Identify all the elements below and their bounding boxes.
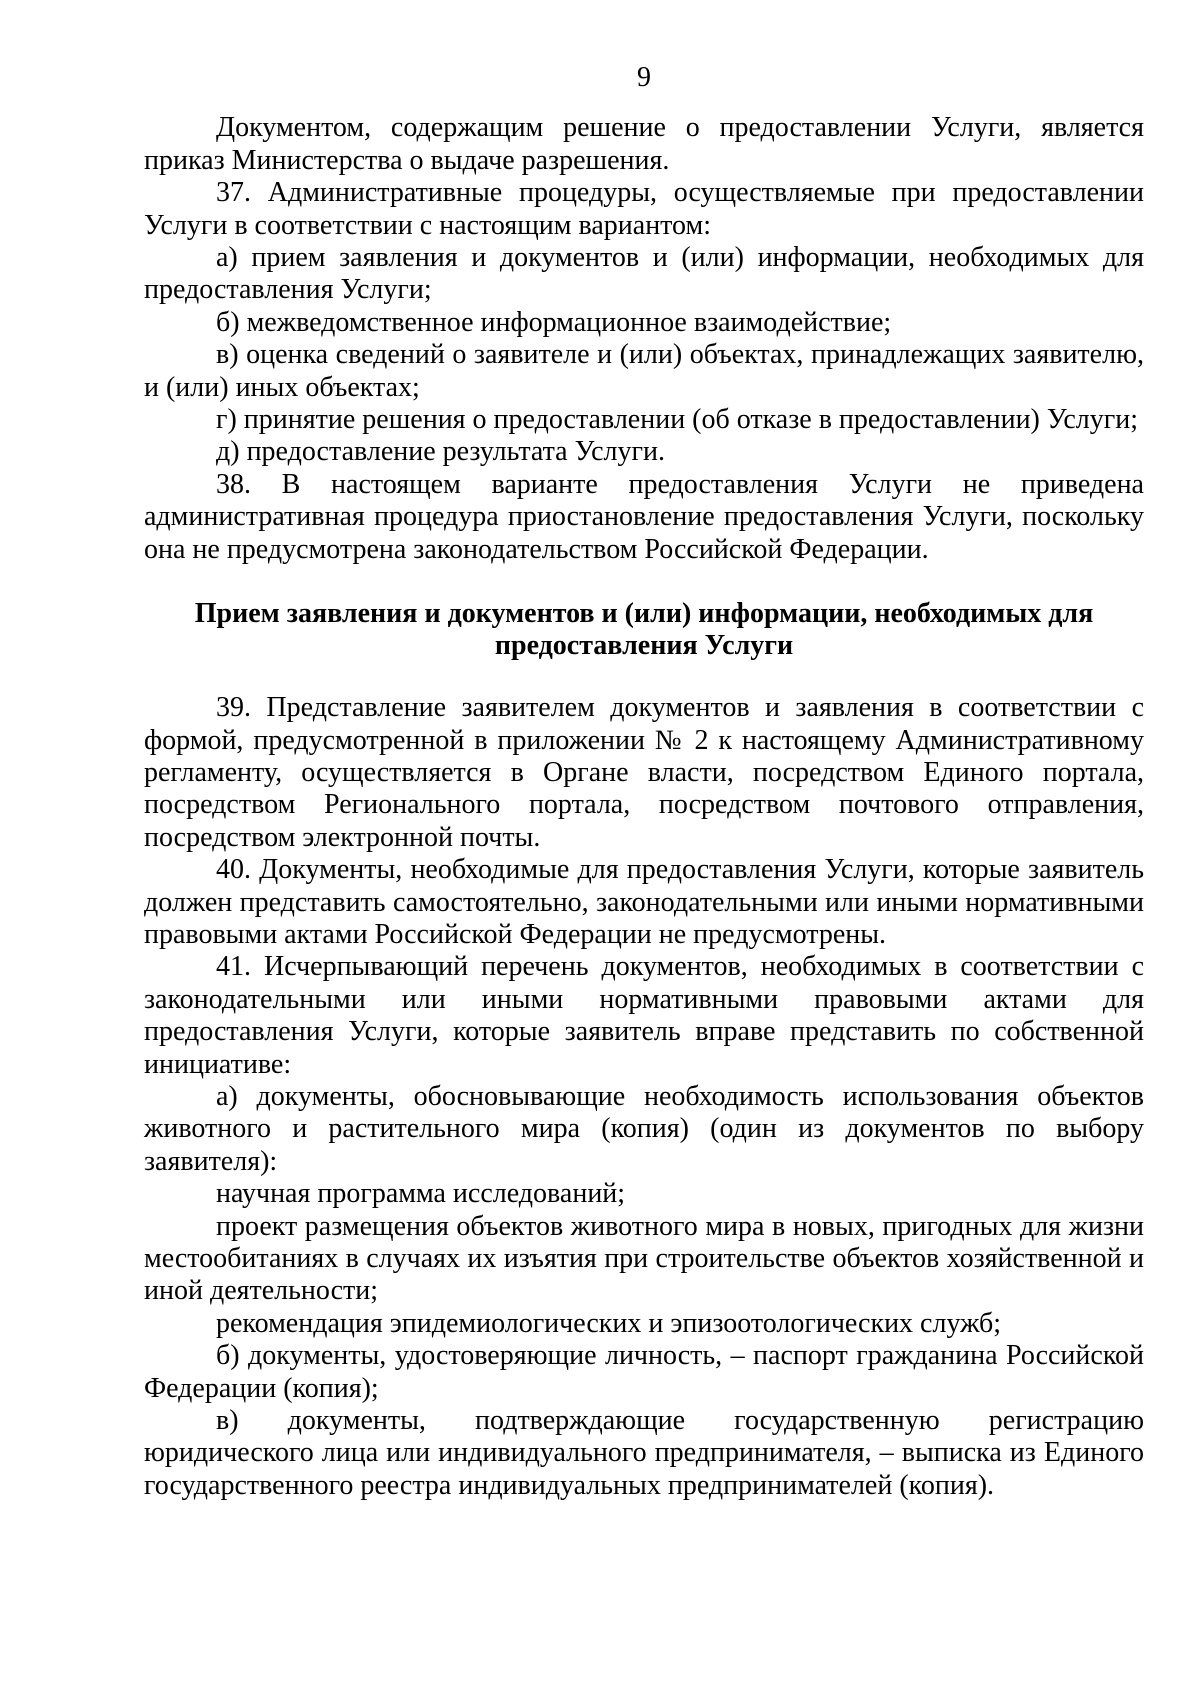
paragraph-37-item-e: д) предоставление результата Услуги. — [216, 436, 665, 468]
paragraph-41-item-b: б) документы, удостоверяющие личность, – паспорт гражданина Российской Федерации (копия); — [144, 1340, 1144, 1404]
paragraph-37-item-a: а) прием заявления и документов и (или) информации, необходимых для предоставления Услуги; — [144, 242, 1144, 306]
section-heading: Прием заявления и документов и (или) информации, необходимых для предоставления Услуги — [194, 598, 1094, 662]
paragraph-result-document: Документом, содержащим решение о предоставлении Услуги, является приказ Министерства о выдаче разрешения. — [144, 112, 1144, 176]
paragraph-41-item-a-option-2: проект размещения объектов животного мира в новых, пригодных для жизни местообитаниях в случаях их изъятия при строительстве объектов хозяйственной и иной деятельности; — [144, 1210, 1144, 1307]
page-number: 9 — [637, 62, 651, 93]
paragraph-37-item-b: б) межведомственное информационное взаимодействие; — [216, 306, 892, 338]
paragraph-37-item-d: г) принятие решения о предоставлении (об отказе в предоставлении) Услуги; — [216, 404, 1138, 436]
paragraph-37-item-c: в) оценка сведений о заявителе и (или) объектах, принадлежащих заявителю, и (или) иных объектах; — [144, 339, 1144, 403]
paragraph-38: 38. В настоящем варианте предоставления Услуги не приведена административная процедура приостановление предоставления Услуги, поскольку она не предусмотрена законодательством Российской Федерации. — [144, 468, 1144, 565]
paragraph-37: 37. Административные процедуры, осуществляемые при предоставлении Услуги в соответствии с настоящим вариантом: — [144, 177, 1144, 241]
paragraph-39: 39. Представление заявителем документов и заявления в соответствии с формой, предусмотренной в приложении № 2 к настоящему Административному регламенту, осуществляется в Органе власти, посредством Единого портала, посредством Регионального портала, посредством почтового отправления, посредством электронной почты. — [144, 692, 1144, 853]
paragraph-41-item-a-option-3: рекомендация эпидемиологических и эпизоотологических служб; — [216, 1307, 1002, 1339]
paragraph-41: 41. Исчерпывающий перечень документов, необходимых в соответствии с законодательными или иными нормативными правовыми актами для предоставления Услуги, которые заявитель вправе представить по собственной инициативе: — [144, 951, 1144, 1080]
document-page — [144, 62, 1144, 1502]
paragraph-41-item-c: в) документы, подтверждающие государственную регистрацию юридического лица или индивидуального предпринимателя, – выписка из Единого государственного реестра индивидуальных предпринимателей (копия). — [144, 1405, 1144, 1501]
paragraph-40: 40. Документы, необходимые для предоставления Услуги, которые заявитель должен представить самостоятельно, законодательными или иными нормативными правовыми актами Российской Федерации не предусмотрены. — [144, 854, 1144, 950]
paragraph-41-item-a-option-1: научная программа исследований; — [216, 1178, 626, 1210]
paragraph-41-item-a: а) документы, обосновывающие необходимость использования объектов животного и растительного мира (копия) (один из документов по выбору заявителя): — [144, 1080, 1144, 1177]
